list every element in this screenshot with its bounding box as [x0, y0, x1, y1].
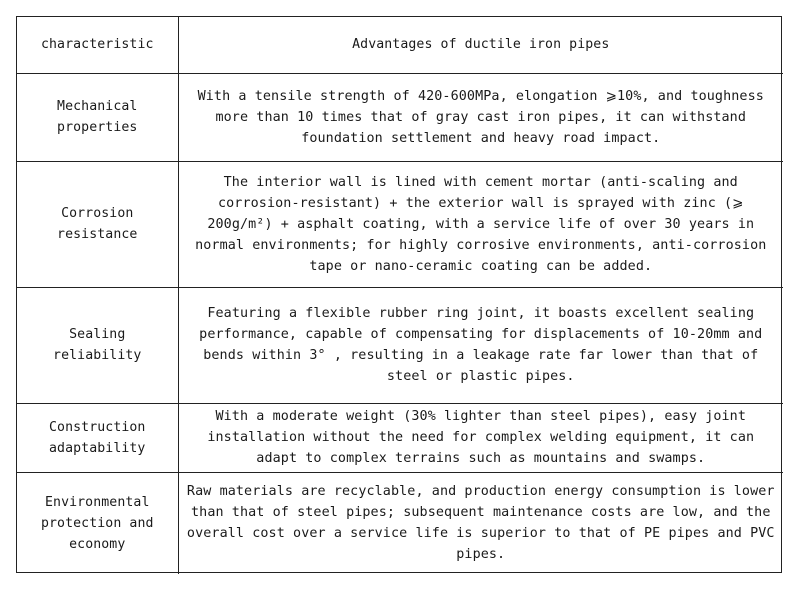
- table-row: [17, 161, 783, 287]
- row-advantage-sealing: Featuring a flexible rubber ring joint, it boasts excellent sealing performance, capable of compensating for displacements of 10-20mm and bends within 3° , resulting in a leakage rate far lower than that of steel or plastic pipes.: [178, 287, 783, 403]
- table-row: [17, 472, 783, 574]
- table-row: [17, 287, 783, 403]
- row-advantage-environmental: Raw materials are recyclable, and production energy consumption is lower than that of steel pipes; subsequent maintenance costs are low, and the overall cost over a service life is superior to that of PE pipes and PVC pipes.: [178, 472, 783, 574]
- row-advantage-mechanical: With a tensile strength of 420-600MPa, elongation ⩾10%, and toughness more than 10 times that of gray cast iron pipes, it can withstand foundation settlement and heavy road impact.: [178, 73, 783, 161]
- row-characteristic-corrosion: Corrosion resistance: [17, 161, 178, 287]
- row-characteristic-mechanical: Mechanical properties: [17, 73, 178, 161]
- row-advantage-corrosion: The interior wall is lined with cement mortar (anti-scaling and corrosion-resistant) + the exterior wall is sprayed with zinc (⩾ 200g/m²) + asphalt coating, with a service life of over 30 years in normal environments; for highly corrosive environments, anti-corrosion tape or nano-ceramic coating can be added.: [178, 161, 783, 287]
- header-advantages: Advantages of ductile iron pipes: [178, 17, 783, 73]
- row-characteristic-environmental: Environmental protection and economy: [17, 472, 178, 574]
- table-row: [17, 73, 783, 161]
- row-advantage-construction: With a moderate weight (30% lighter than steel pipes), easy joint installation without the need for complex welding equipment, it can adapt to complex terrains such as mountains and swamps.: [178, 403, 783, 472]
- header-characteristic: characteristic: [17, 17, 178, 73]
- row-characteristic-construction: Construction adaptability: [17, 403, 178, 472]
- row-characteristic-sealing: Sealing reliability: [17, 287, 178, 403]
- ductile-iron-advantages-table: [17, 17, 783, 574]
- ductile-iron-advantages-table-frame: [16, 16, 782, 573]
- table-row: [17, 403, 783, 472]
- table-header-row: [17, 17, 783, 73]
